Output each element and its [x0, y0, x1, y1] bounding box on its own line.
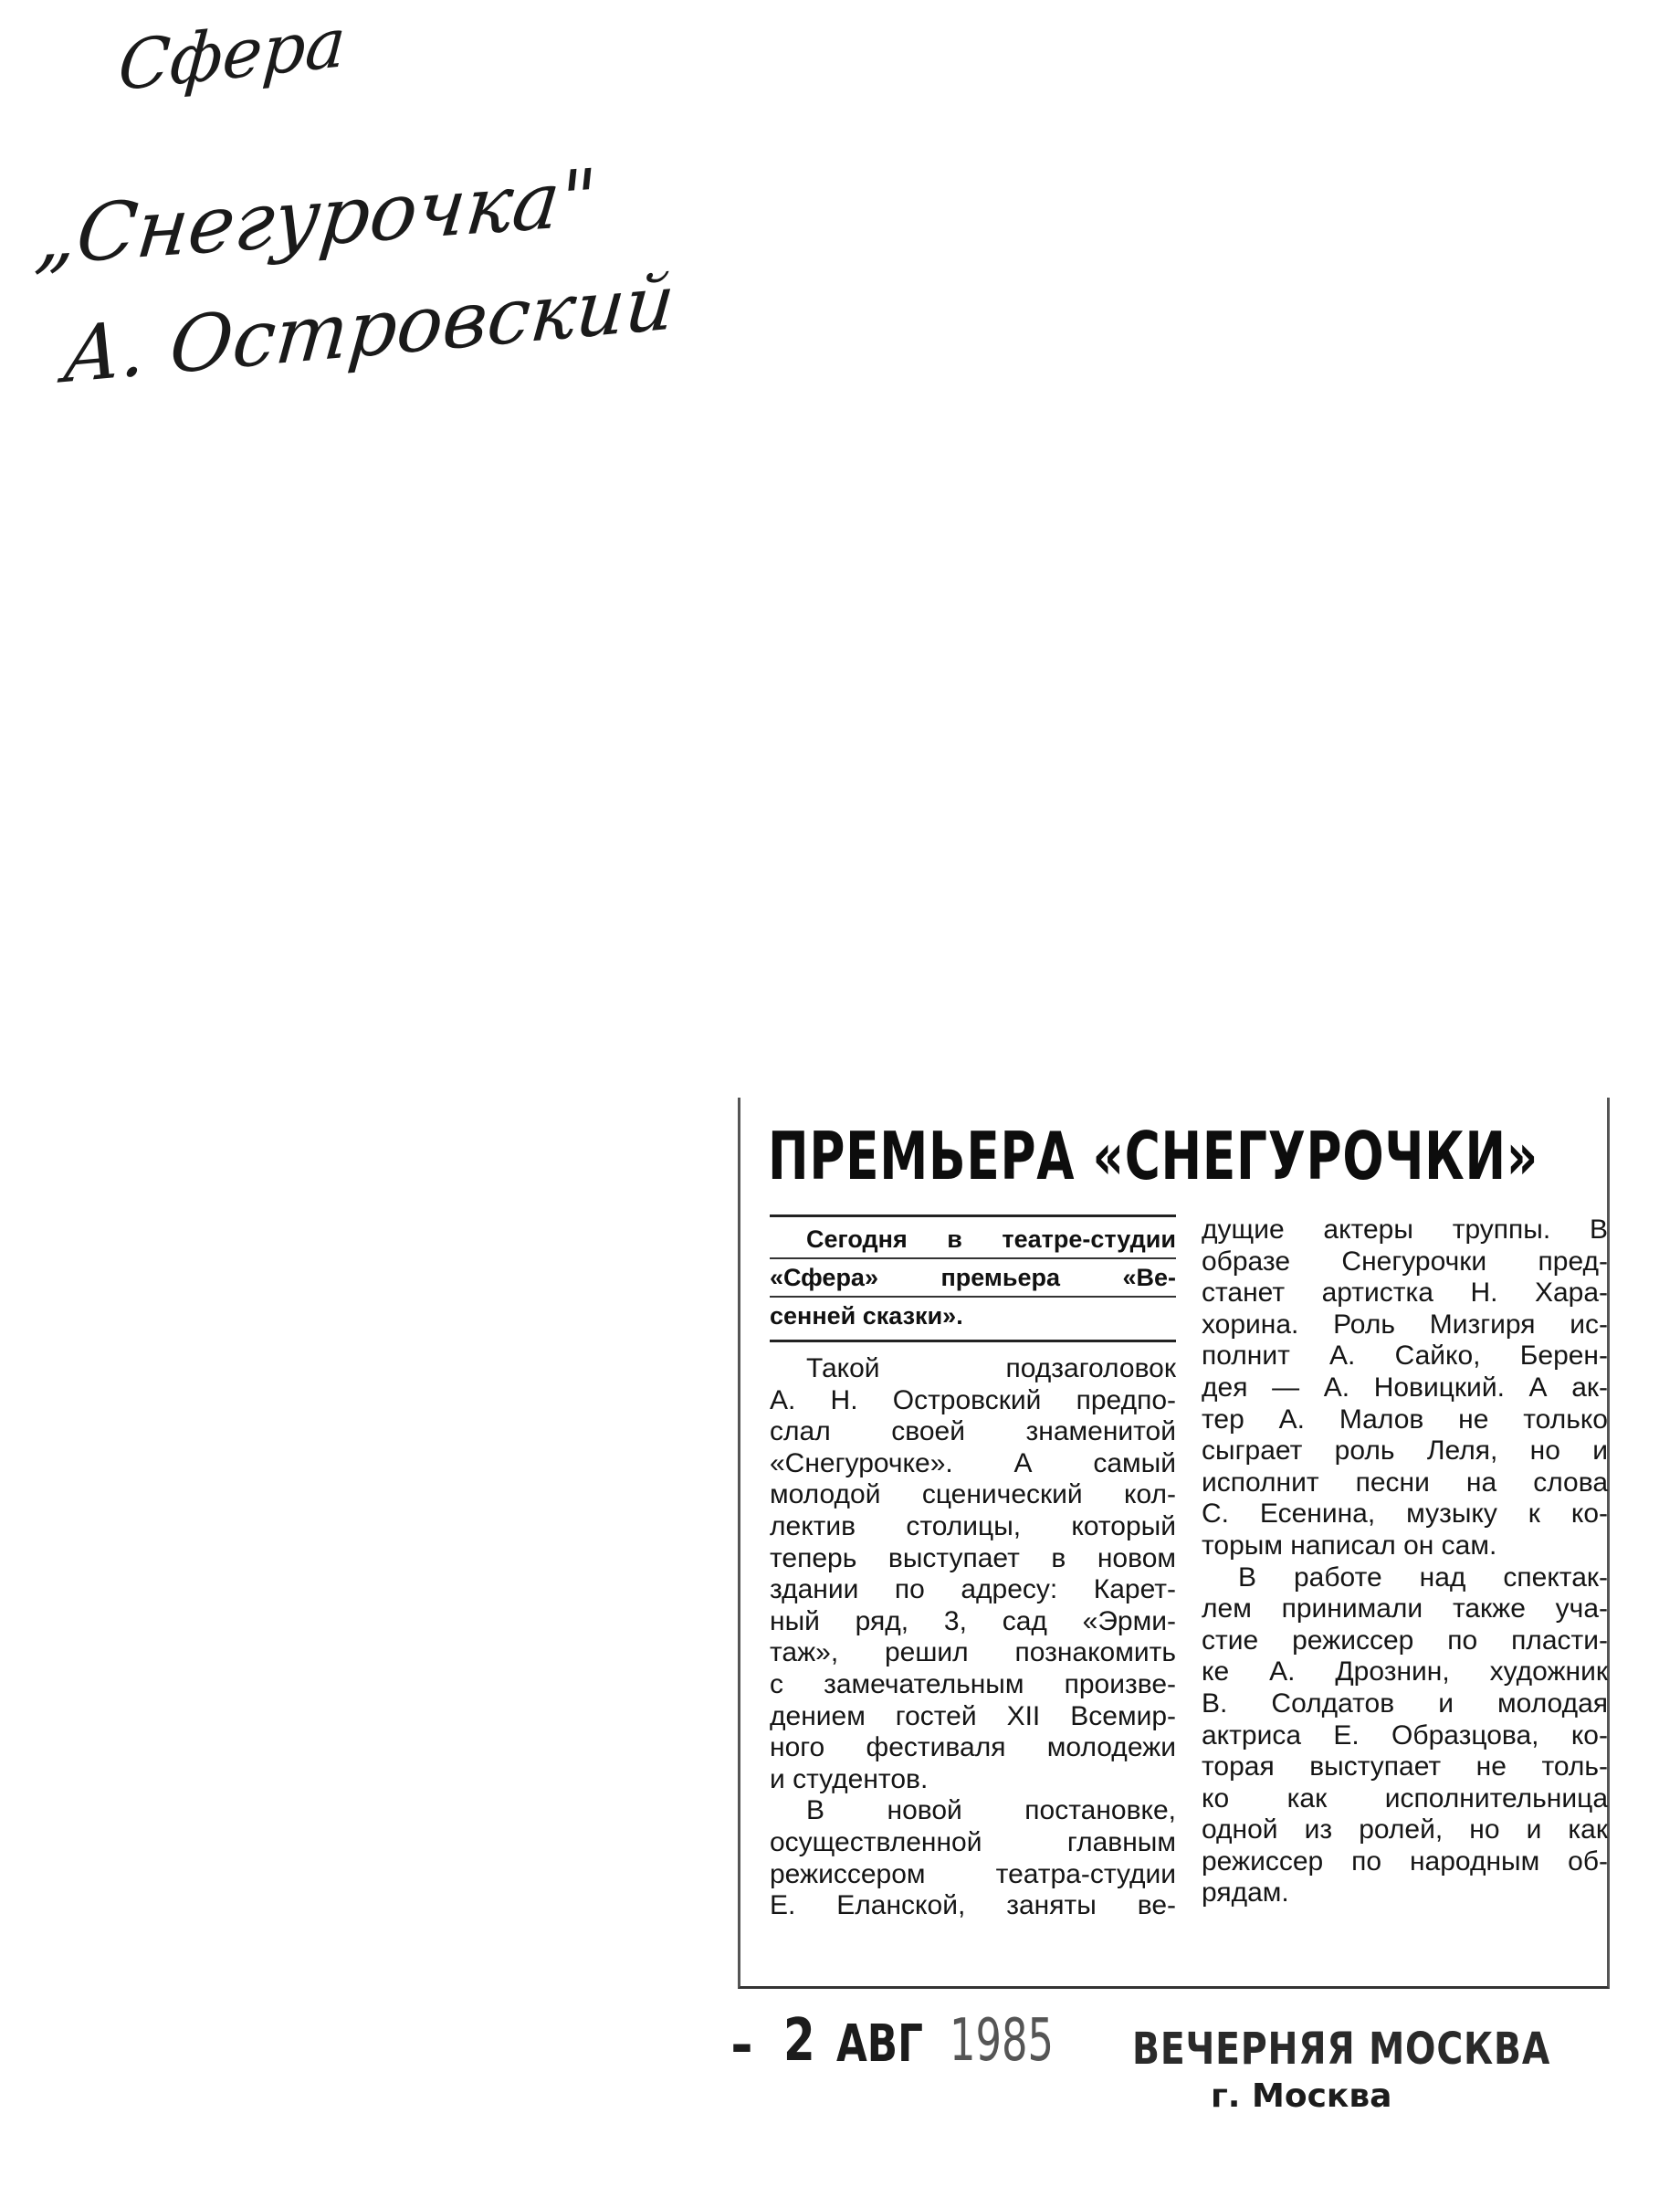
text-line: станет артистка Н. Хара- — [1202, 1277, 1608, 1309]
stamp-city: г. Москва — [1211, 2077, 1392, 2115]
article-headline: ПРЕМЬЕРА «СНЕГУРОЧКИ» — [768, 1118, 1538, 1194]
text-line: хорина. Роль Мизгиря ис- — [1202, 1309, 1608, 1340]
text-line: молодой сценический кол- — [770, 1479, 1176, 1510]
text-line: В новой постановке, — [806, 1795, 1176, 1826]
newspaper-clipping — [738, 1098, 1610, 1989]
stamp-month: АВГ — [836, 2014, 923, 2074]
text-line: режиссером театра-студии — [770, 1858, 1176, 1889]
text-line: осуществленной главным — [770, 1826, 1176, 1857]
text-line: рядам. — [1202, 1877, 1289, 1908]
lead-line: Сегодня в театре-студии — [770, 1221, 1176, 1259]
stamp-year: 1985 — [950, 2007, 1055, 2075]
text-line: образе Снегурочки пред- — [1202, 1246, 1608, 1277]
text-line: здании по адресу: Карет- — [770, 1574, 1176, 1605]
text-line: стие режиссер по пласти- — [1202, 1624, 1608, 1656]
text-line: ного фестиваля молодежи — [770, 1732, 1176, 1763]
text-line: полнит А. Сайко, Берен- — [1202, 1341, 1608, 1372]
text-line: В работе над спектак- — [1238, 1561, 1608, 1593]
text-line: А. Н. Островский предпо- — [770, 1384, 1176, 1415]
article-lead — [770, 1214, 1176, 1342]
text-line: дея — А. Новицкий. А ак- — [1202, 1372, 1608, 1403]
text-line: Такой подзаголовок — [806, 1353, 1176, 1383]
article-right-column — [1202, 1214, 1608, 1909]
text-line: слал своей знаменитой — [770, 1416, 1176, 1447]
article-left-column — [770, 1214, 1176, 1922]
text-line: лем принимали также уча- — [1202, 1593, 1608, 1624]
text-line: теперь выступает в новом — [770, 1542, 1176, 1573]
stamp-day: 2 — [783, 2007, 815, 2075]
text-line: таж», решил познакомить — [770, 1637, 1176, 1668]
text-line: одной из ролей, но и как — [1202, 1814, 1608, 1845]
text-line: дущие актеры труппы. В — [1202, 1214, 1608, 1245]
text-line: торым написал он сам. — [1202, 1530, 1497, 1561]
text-line: С. Есенина, музыку к ко- — [1202, 1498, 1608, 1530]
lead-line: сенней сказки». — [770, 1302, 963, 1330]
text-line: с замечательным произве- — [770, 1668, 1176, 1699]
text-line: тер А. Малов не только — [1202, 1404, 1608, 1435]
stamp-newspaper-name: ВЕЧЕРНЯЯ МОСКВА — [1132, 2024, 1551, 2075]
text-line: Е. Еланской, заняты ве- — [770, 1890, 1176, 1921]
text-line: ный ряд, 3, сад «Эрми- — [770, 1605, 1176, 1636]
text-line: торая выступает не толь- — [1202, 1751, 1608, 1782]
handwritten-author: А. Островский — [59, 256, 679, 401]
text-line: «Снегурочке». А самый — [770, 1447, 1176, 1478]
text-line: ко как исполнительница — [1202, 1782, 1608, 1814]
handwritten-theatre-name: Сфера — [115, 3, 349, 107]
text-line: дением гостей XII Всемир- — [770, 1700, 1176, 1731]
text-line: В. Солдатов и молодая — [1202, 1688, 1608, 1719]
text-line: лектив столицы, который — [770, 1510, 1176, 1541]
text-line: сыграет роль Леля, но и — [1202, 1435, 1608, 1467]
lead-line: «Сфера» премьера «Ве- — [770, 1259, 1176, 1298]
text-line: актриса Е. Образцова, ко- — [1202, 1719, 1608, 1751]
text-line: исполнит песни на слова — [1202, 1467, 1608, 1498]
text-line: и студентов. — [770, 1763, 929, 1794]
text-line: режиссер по народным об- — [1202, 1845, 1608, 1877]
stamp-dash: - — [730, 2013, 753, 2077]
handwritten-play-title: „Снегурочка" — [31, 152, 601, 284]
text-line: ке А. Дрознин, художник — [1202, 1656, 1608, 1688]
